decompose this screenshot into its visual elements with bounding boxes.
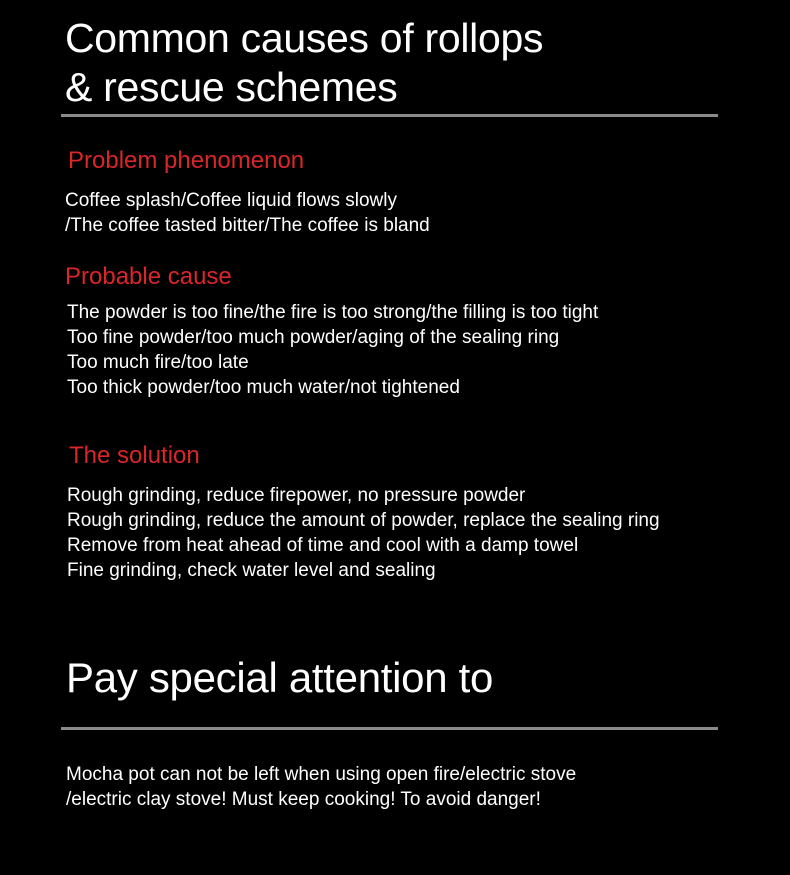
cause-heading: Probable cause [65,263,232,290]
attention-title: Pay special attention to [66,654,494,701]
page-title [65,14,543,112]
warning-line: Mocha pot can not be left when using open fire/electric stove [66,764,577,785]
cause-text [67,300,598,400]
solution-line: Remove from heat ahead of time and cool with a damp towel [67,535,579,556]
page-title-line-1: Common causes of rollops [65,15,544,61]
cause-line: Too fine powder/too much powder/aging of the sealing ring [67,327,560,348]
warning-line: /electric clay stove! Must keep cooking! To avoid danger! [66,789,541,810]
solution-text [67,483,660,583]
title-divider [61,114,718,117]
cause-line: Too much fire/too late [67,352,249,373]
warning-text [66,762,576,812]
attention-divider [61,727,718,730]
problem-heading: Problem phenomenon [68,147,305,174]
problem-text [65,188,430,238]
solution-heading: The solution [69,442,200,469]
solution-line: Fine grinding, check water level and sealing [67,560,436,581]
solution-line: Rough grinding, reduce the amount of powder, replace the sealing ring [67,510,660,531]
cause-line: The powder is too fine/the fire is too strong/the filling is too tight [67,302,599,323]
problem-line: /The coffee tasted bitter/The coffee is bland [65,215,430,236]
solution-line: Rough grinding, reduce firepower, no pressure powder [67,485,526,506]
page-title-line-2: & rescue schemes [65,64,398,110]
problem-line: Coffee splash/Coffee liquid flows slowly [65,190,397,211]
cause-line: Too thick powder/too much water/not tightened [67,377,460,398]
